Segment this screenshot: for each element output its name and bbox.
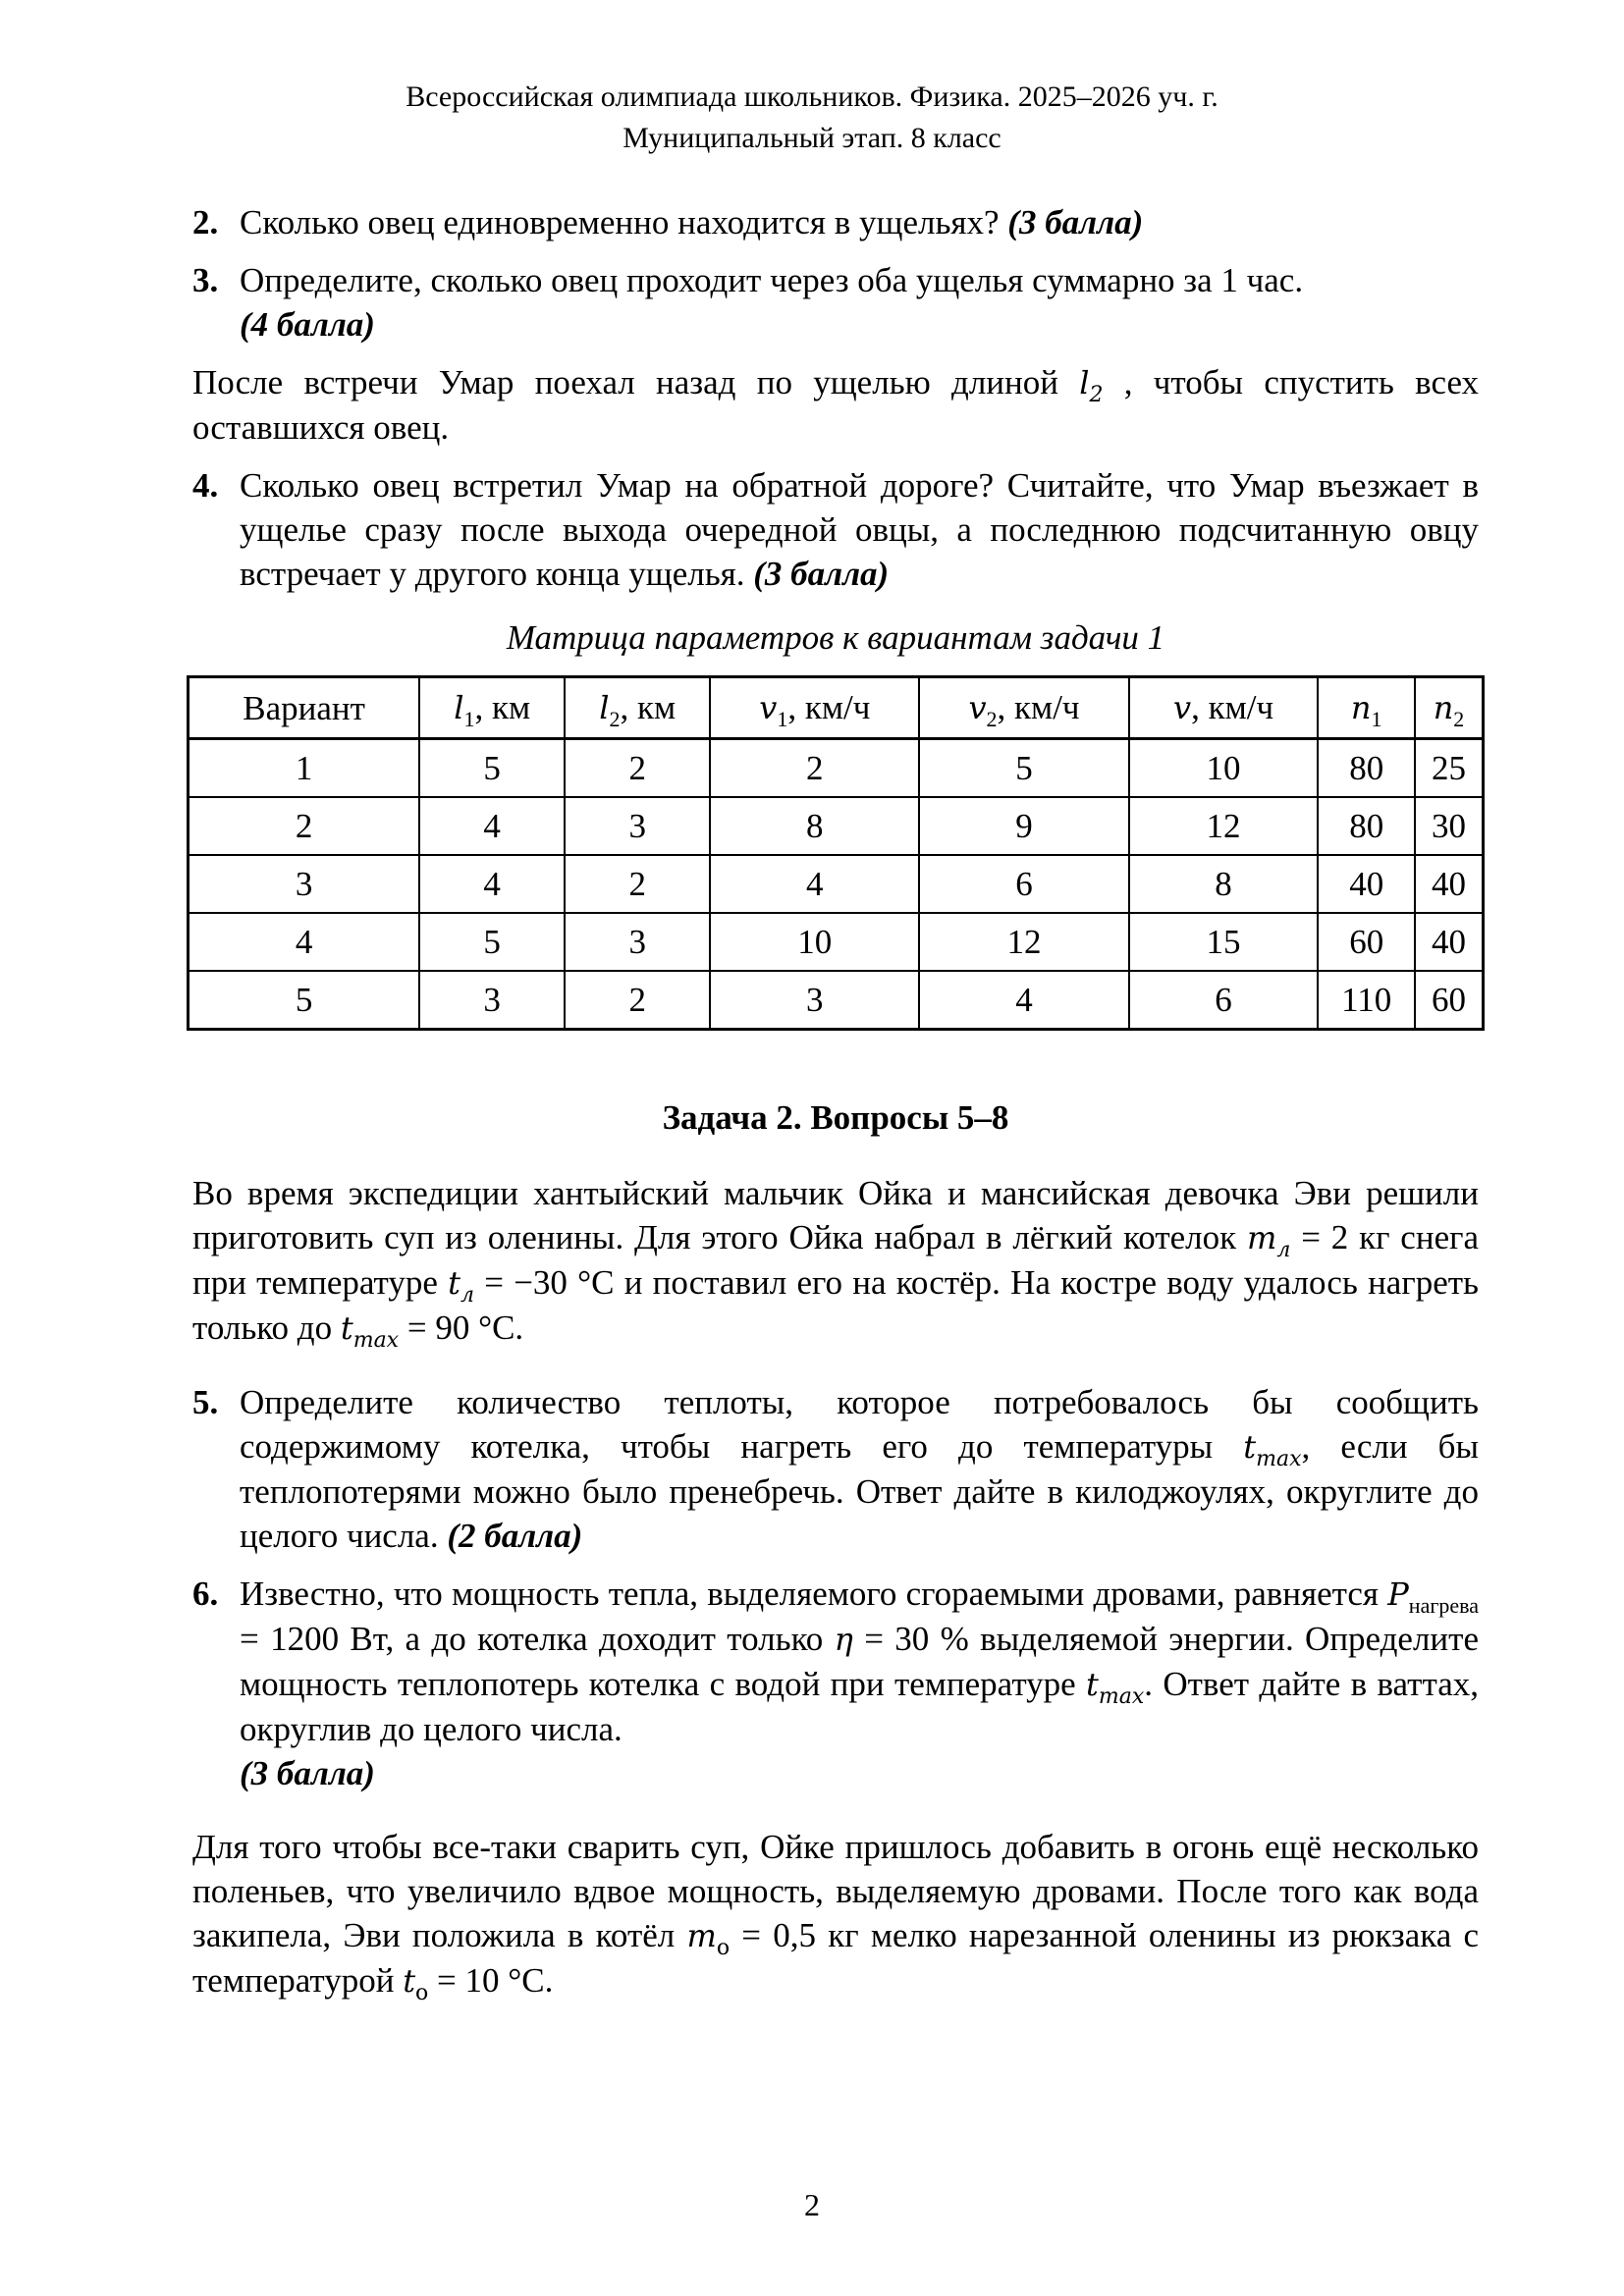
column-header-l2: $l_2$, км — [565, 677, 710, 739]
column-header-v2: $v_2$, км/ч — [919, 677, 1128, 739]
table-row: 4 5 3 10 12 15 60 40 — [189, 913, 1484, 971]
question-4 — [192, 463, 1479, 596]
question-5: 5. Определите количество теплоты, которое потребовалось бы сообщить содержимому котелка, чтобы нагреть его до температуры $t_{max}$, если бы теплопотерями можно было пренебречь. Ответ дайте в килоджоулях, округлите до целого числа. (2 балла) — [192, 1380, 1479, 1558]
table-row: 3 4 2 4 6 8 40 40 — [189, 855, 1484, 913]
question-6: 6. Известно, что мощность тепла, выделяемого сгораемыми дровами, равняется $P_{нагрева} = 1200$ Вт, а до котелка доходит только η = 30 % выделяемой энергии. Определите мощность теплопотерь котелка с водой при температуре $t_{max}$. Ответ дайте в ваттах, округлив до целого числа. (3 балла) — [192, 1572, 1479, 1795]
column-header-v: v, км/ч — [1129, 677, 1319, 739]
math-var: $t_{max}$ — [1243, 1428, 1302, 1471]
table-caption: Матрица параметров к вариантам задачи 1 — [506, 618, 1165, 657]
column-header-variant: Вариант — [189, 677, 420, 739]
question-text: Определите, сколько овец проходит через оба ущелья суммарно за 1 час. — [240, 261, 1304, 299]
parameter-matrix-table — [187, 675, 1485, 1031]
task-2-closing-paragraph: Для того чтобы все-таки сварить суп, Ойке пришлось добавить в огонь ещё несколько поленьев, что увеличило вдвое мощность, выделяемую дровами. После того как вода закипела, Эви положила в котёл $m_о = 0,5$ кг мелко нарезанной оленины из рюкзака с температурой $t_о = 10$ °С. — [192, 1828, 1479, 2005]
question-points: (4 балла) — [240, 305, 375, 344]
question-points: (2 балла) — [447, 1517, 583, 1555]
question-number: 5. — [192, 1383, 219, 1421]
question-3 — [192, 258, 1479, 347]
task-2-intro: Во время экспедиции хантыйский мальчик Ойка и мансийская девочка Эви решили приготовить суп из оленины. Для этого Ойка набрал в лёгкий котелок $m_л = 2$ кг снега при температуре $t_л = -30$ °С и поставил его на костёр. На костре воду удалось нагреть только до $t_{max} = 90$ °С. — [192, 1174, 1479, 1353]
page-header — [0, 77, 1624, 159]
question-number: 2. — [192, 203, 219, 241]
math-var: $l_2$ — [1079, 364, 1104, 407]
math-var: η — [834, 1621, 853, 1658]
math-var: $t_о$ — [403, 1962, 429, 2005]
paragraph-return-trip: После встречи Умар поехал назад по ущелью длиной $l_2$ , чтобы спустить всех оставшихся овец. — [192, 363, 1480, 447]
page-number: 2 — [804, 2187, 820, 2222]
question-number: 4. — [192, 466, 219, 505]
header-olympiad-title: Всероссийская олимпиада школьников. Физика. 2025–2026 уч. г. — [406, 80, 1218, 113]
task-2-title: Задача 2. Вопросы 5–8 — [662, 1098, 1009, 1137]
header-stage: Муниципальный этап. 8 класс — [623, 122, 1001, 154]
math-var: $m_л$ — [1247, 1219, 1291, 1262]
question-points: (3 балла) — [753, 555, 890, 593]
question-number: 3. — [192, 261, 219, 299]
math-var: $t_{max}$ — [340, 1309, 400, 1353]
column-header-l1: $l_1$, км — [419, 677, 565, 739]
math-var: $m_о$ — [686, 1917, 731, 1960]
question-2 — [192, 200, 1479, 244]
table-header-row — [189, 677, 1484, 739]
column-header-n2: $n_2$ — [1415, 677, 1484, 739]
math-var: $t_{max}$ — [1086, 1666, 1145, 1709]
column-header-n1: $n_1$ — [1318, 677, 1415, 739]
table-row: 1 5 2 2 5 10 80 25 — [189, 739, 1484, 798]
math-var: $P_{нагрева}$ — [1387, 1575, 1479, 1618]
column-header-v1: $v_1$, км/ч — [710, 677, 919, 739]
question-points: (3 балла) — [240, 1754, 375, 1792]
table-row: 5 3 2 3 4 6 110 60 — [189, 971, 1484, 1030]
question-points: (3 балла) — [1007, 203, 1144, 241]
page-content — [192, 200, 1479, 2003]
question-text: Сколько овец встретил Умар на обратной дороге? Считайте, что Умар въезжает в ущелье сразу после выхода очередной овцы, а последнюю подсчитанную овцу встречает у другого конца ущелья. — [240, 466, 1479, 593]
question-text: Сколько овец единовременно находится в ущельях? — [240, 203, 1000, 241]
question-number: 6. — [192, 1575, 219, 1613]
math-var: $t_л$ — [448, 1264, 475, 1308]
table-row: 2 4 3 8 9 12 80 30 — [189, 797, 1484, 855]
